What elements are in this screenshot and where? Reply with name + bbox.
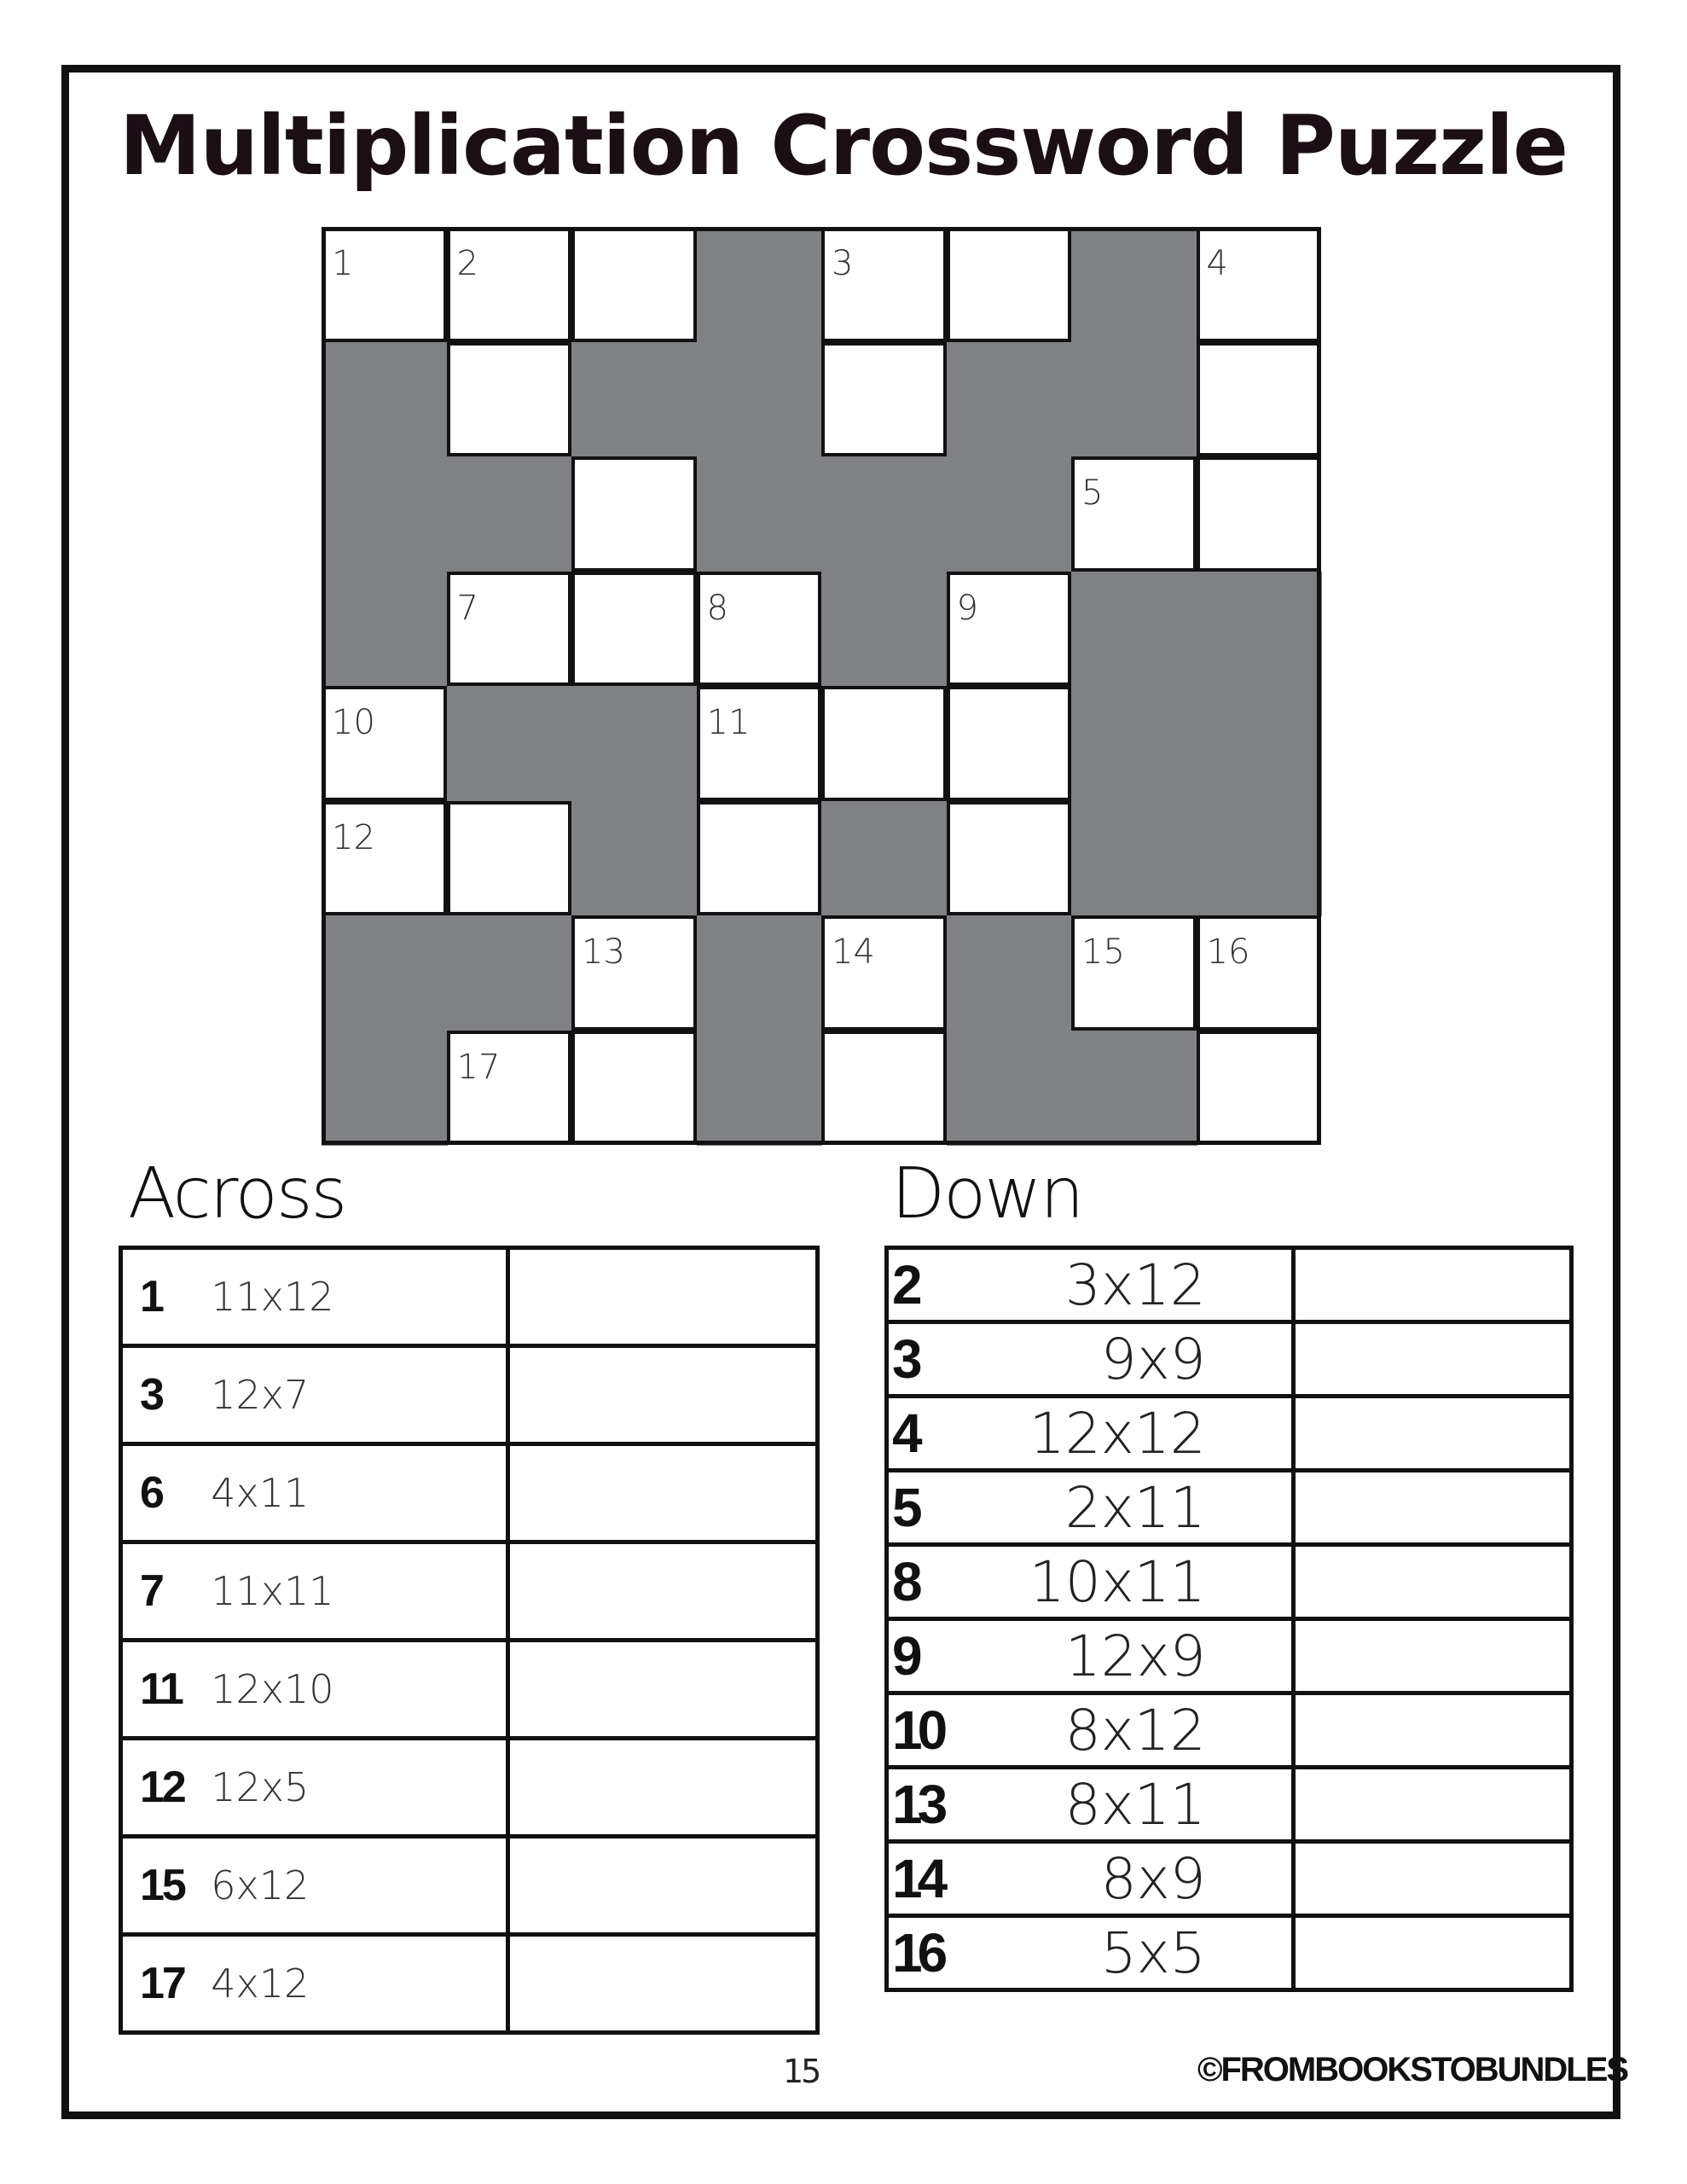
down-clue-number: 13	[887, 1768, 955, 1842]
down-clue-row	[887, 1842, 1572, 1916]
across-clue-row	[121, 1739, 818, 1837]
clue-number: 15	[1081, 932, 1125, 972]
across-clue-row	[121, 1444, 818, 1542]
crossword-cell[interactable]	[947, 572, 1072, 687]
crossword-block	[322, 342, 448, 458]
copyright-notice: ©FROMBOOKSTOBUNDLES	[1197, 2051, 1628, 2088]
crossword-cell[interactable]	[697, 686, 822, 801]
crossword-block	[322, 1031, 448, 1147]
crossword-cell[interactable]	[447, 572, 572, 687]
down-heading: Down	[891, 1153, 1083, 1234]
down-clue-number: 2	[887, 1248, 955, 1322]
crossword-block	[947, 915, 1073, 1031]
crossword-cell[interactable]	[821, 915, 947, 1031]
crossword-block	[1197, 801, 1323, 917]
across-clue-problem: 11x12	[211, 1248, 507, 1346]
crossword-cell[interactable]	[1197, 1031, 1322, 1146]
down-clue-problem: 9x9	[954, 1322, 1293, 1397]
down-answer-box[interactable]	[1293, 1471, 1571, 1545]
crossword-cell[interactable]	[447, 801, 572, 916]
across-heading: Across	[128, 1153, 346, 1234]
across-answer-box[interactable]	[508, 1935, 818, 2033]
crossword-cell[interactable]	[821, 342, 947, 457]
across-clue-problem: 6x12	[211, 1837, 507, 1935]
clue-number: 11	[706, 703, 751, 742]
crossword-block	[571, 342, 698, 458]
down-answer-box[interactable]	[1293, 1768, 1571, 1842]
down-answer-box[interactable]	[1293, 1619, 1571, 1693]
crossword-cell[interactable]	[571, 572, 697, 687]
down-clue-number: 10	[887, 1693, 955, 1768]
crossword-block	[1071, 801, 1197, 917]
crossword-block	[1197, 572, 1323, 688]
crossword-block	[1071, 1031, 1197, 1147]
across-clue-number: 3	[121, 1346, 212, 1444]
down-clue-row	[887, 1545, 1572, 1619]
crossword-block	[947, 456, 1073, 572]
across-answer-box[interactable]	[508, 1641, 818, 1739]
crossword-cell[interactable]	[447, 1031, 572, 1146]
crossword-cell[interactable]	[821, 1031, 947, 1146]
down-clue-number: 5	[887, 1471, 955, 1545]
crossword-block	[821, 456, 948, 572]
clue-number: 13	[582, 932, 625, 972]
clue-number: 16	[1206, 932, 1250, 972]
clue-number: 7	[456, 588, 478, 628]
down-clue-row	[887, 1693, 1572, 1768]
down-answer-box[interactable]	[1293, 1545, 1571, 1619]
crossword-block	[1071, 572, 1197, 688]
down-clue-problem: 8x9	[954, 1842, 1293, 1916]
crossword-cell[interactable]	[1197, 227, 1322, 342]
across-clue-row	[121, 1837, 818, 1935]
across-clue-row	[121, 1248, 818, 1346]
across-clue-problem: 4x12	[211, 1935, 507, 2033]
clue-number: 2	[456, 244, 478, 283]
across-answer-box[interactable]	[508, 1346, 818, 1444]
clue-number: 10	[332, 703, 375, 742]
across-clue-number: 15	[121, 1837, 212, 1935]
down-clue-problem: 8x12	[954, 1693, 1293, 1768]
crossword-cell[interactable]	[571, 915, 697, 1031]
across-answer-box[interactable]	[508, 1542, 818, 1641]
down-answer-box[interactable]	[1293, 1248, 1571, 1322]
across-clue-number: 12	[121, 1739, 212, 1837]
down-clue-problem: 3x12	[954, 1248, 1293, 1322]
across-clue-row	[121, 1641, 818, 1739]
down-clue-number: 9	[887, 1619, 955, 1693]
crossword-cell[interactable]	[447, 342, 572, 457]
crossword-cell[interactable]	[322, 801, 447, 916]
down-answer-box[interactable]	[1293, 1397, 1571, 1471]
down-clue-row	[887, 1248, 1572, 1322]
down-answer-box[interactable]	[1293, 1693, 1571, 1768]
down-clue-row	[887, 1397, 1572, 1471]
crossword-cell[interactable]	[447, 227, 572, 342]
crossword-block	[447, 456, 573, 572]
crossword-cell[interactable]	[571, 456, 697, 572]
page-title: Multiplication Crossword Puzzle	[119, 98, 1568, 194]
clue-number: 9	[956, 588, 978, 628]
down-clue-problem: 10x11	[954, 1545, 1293, 1619]
crossword-cell[interactable]	[1197, 342, 1322, 457]
down-clue-problem: 5x5	[954, 1916, 1293, 1990]
crossword-block	[947, 1031, 1073, 1147]
down-clue-row	[887, 1322, 1572, 1397]
crossword-cell[interactable]	[697, 801, 822, 916]
crossword-block	[697, 456, 823, 572]
crossword-block	[697, 342, 823, 458]
crossword-block	[821, 572, 948, 688]
crossword-block	[1071, 686, 1197, 802]
across-clue-row	[121, 1935, 818, 2033]
crossword-cell[interactable]	[947, 686, 1072, 801]
crossword-block	[697, 227, 823, 343]
crossword-cell[interactable]	[1197, 915, 1322, 1031]
across-clue-problem: 12x10	[211, 1641, 507, 1739]
across-clue-problem: 12x5	[211, 1739, 507, 1837]
down-clue-row	[887, 1471, 1572, 1545]
crossword-cell[interactable]	[947, 227, 1072, 342]
down-clue-row	[887, 1619, 1572, 1693]
crossword-block	[447, 686, 573, 802]
crossword-cell[interactable]	[571, 227, 697, 342]
crossword-grid	[322, 227, 1321, 1145]
across-answer-box[interactable]	[508, 1248, 818, 1346]
crossword-cell[interactable]	[821, 227, 947, 342]
down-clue-row	[887, 1916, 1572, 1990]
across-answer-box[interactable]	[508, 1444, 818, 1542]
down-clue-table	[884, 1246, 1574, 1992]
clue-number: 1	[332, 244, 354, 283]
page-number: 15	[783, 2053, 820, 2090]
crossword-block	[947, 342, 1073, 458]
crossword-cell[interactable]	[322, 227, 447, 342]
down-clue-number: 16	[887, 1916, 955, 1990]
down-clue-number: 14	[887, 1842, 955, 1916]
crossword-block	[1071, 342, 1197, 458]
down-clue-problem: 2x11	[954, 1471, 1293, 1545]
across-clue-problem: 12x7	[211, 1346, 507, 1444]
clue-number: 5	[1081, 473, 1104, 513]
down-clue-number: 4	[887, 1397, 955, 1471]
crossword-block	[322, 915, 448, 1031]
across-clue-table	[119, 1246, 820, 2035]
across-answer-box[interactable]	[508, 1739, 818, 1837]
crossword-block	[322, 572, 448, 688]
across-clue-number: 7	[121, 1542, 212, 1641]
crossword-cell[interactable]	[1071, 456, 1197, 572]
clue-number: 17	[456, 1047, 501, 1087]
down-answer-box[interactable]	[1293, 1322, 1571, 1397]
crossword-cell[interactable]	[322, 686, 447, 801]
crossword-block	[447, 915, 573, 1031]
crossword-block	[1197, 686, 1323, 802]
across-clue-number: 17	[121, 1935, 212, 2033]
crossword-block	[571, 686, 698, 802]
across-clue-problem: 4x11	[211, 1444, 507, 1542]
crossword-cell[interactable]	[571, 1031, 697, 1146]
clue-number: 8	[706, 588, 728, 628]
down-clue-number: 8	[887, 1545, 955, 1619]
down-clue-row	[887, 1768, 1572, 1842]
down-answer-box[interactable]	[1293, 1842, 1571, 1916]
down-clue-problem: 12x12	[954, 1397, 1293, 1471]
crossword-block	[697, 1031, 823, 1147]
crossword-block	[322, 456, 448, 572]
clue-number: 12	[332, 817, 375, 857]
across-clue-row	[121, 1542, 818, 1641]
crossword-block	[1071, 227, 1197, 343]
down-answer-box[interactable]	[1293, 1916, 1571, 1990]
crossword-block	[697, 915, 823, 1031]
across-clue-number: 6	[121, 1444, 212, 1542]
down-clue-problem: 8x11	[954, 1768, 1293, 1842]
crossword-cell[interactable]	[947, 801, 1072, 916]
across-answer-box[interactable]	[508, 1837, 818, 1935]
crossword-block	[571, 801, 698, 917]
clue-number: 4	[1206, 244, 1228, 283]
crossword-cell[interactable]	[821, 686, 947, 801]
across-clue-number: 11	[121, 1641, 212, 1739]
crossword-block	[821, 801, 948, 917]
crossword-cell[interactable]	[697, 572, 822, 687]
clue-number: 3	[832, 244, 854, 283]
crossword-cell[interactable]	[1071, 915, 1197, 1031]
clue-number: 14	[832, 932, 875, 972]
down-clue-number: 3	[887, 1322, 955, 1397]
across-clue-row	[121, 1346, 818, 1444]
across-clue-problem: 11x11	[211, 1542, 507, 1641]
down-clue-problem: 12x9	[954, 1619, 1293, 1693]
across-clue-number: 1	[121, 1248, 212, 1346]
crossword-cell[interactable]	[1197, 456, 1322, 572]
